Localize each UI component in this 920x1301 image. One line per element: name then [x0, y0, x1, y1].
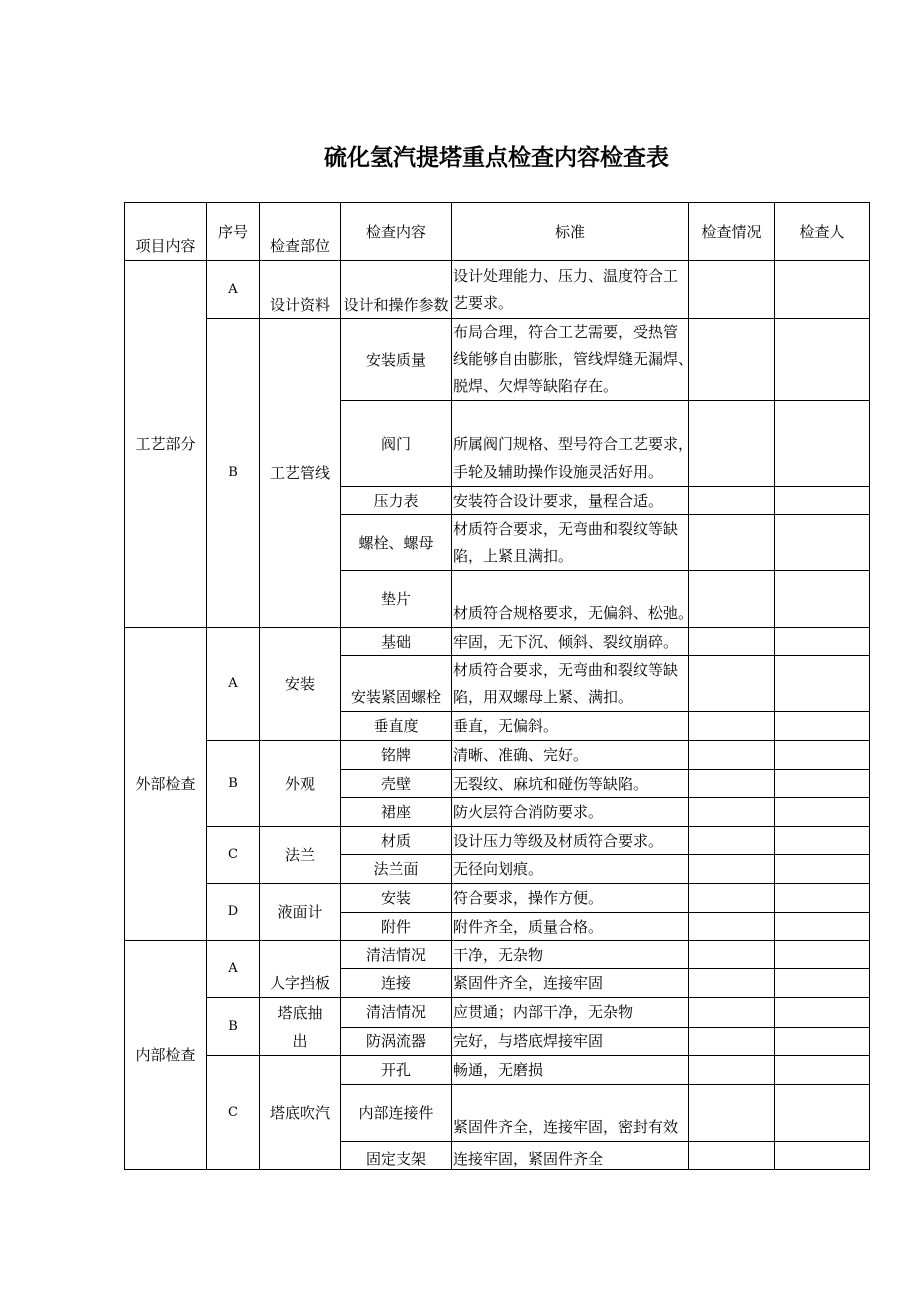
standard-cell	[452, 515, 689, 571]
seq-cell: B	[207, 998, 260, 1056]
location-line: 外观	[284, 774, 315, 793]
seq-cell: C	[207, 827, 260, 884]
content-cell: 安装紧固螺栓	[341, 656, 452, 712]
content-cell: 连接	[341, 969, 452, 998]
location-line: 工艺管线	[269, 464, 330, 482]
standard-cell	[452, 571, 694, 628]
standard-line: 手轮及辅助操作设施灵活好用。	[453, 463, 664, 481]
table-row	[125, 1056, 870, 1085]
standard-line: 牢固，无下沉、倾斜、裂纹崩碎。	[453, 632, 679, 651]
header-location: 检查部位	[260, 203, 341, 261]
seq-cell: A	[207, 261, 260, 319]
content-cell: 压力表	[341, 487, 452, 515]
seq-cell: B	[207, 319, 260, 628]
standard-line: 陷，上紧且满扣。	[453, 547, 574, 565]
status-cell	[689, 261, 775, 319]
location-line: 液面计	[277, 903, 323, 921]
inspector-cell	[775, 827, 870, 855]
inspector-cell	[775, 969, 870, 998]
status-cell	[689, 941, 775, 969]
location-cell	[260, 1056, 341, 1170]
location-line: 人字挡板	[269, 974, 330, 992]
standard-line: 应贯通；内部干净，无杂物	[453, 1003, 634, 1022]
seq-cell: A	[207, 628, 260, 741]
standard-cell	[452, 656, 689, 712]
standard-line: 陷，用双螺母上紧、满扣。	[453, 688, 634, 706]
status-cell	[689, 827, 775, 855]
standard-cell	[452, 884, 689, 913]
status-cell	[689, 712, 775, 741]
standard-cell	[452, 261, 689, 319]
standard-line: 畅通，无磨损	[453, 1061, 544, 1079]
content-cell: 裙座	[341, 798, 452, 827]
inspector-cell	[775, 401, 870, 487]
status-cell	[689, 487, 775, 515]
standard-line: 线能够自由膨胀，管线焊缝无漏焊、	[453, 350, 694, 368]
content-cell: 阀门	[341, 401, 452, 487]
inspector-cell	[775, 656, 870, 712]
inspector-cell	[775, 487, 870, 515]
inspector-cell	[775, 855, 870, 884]
standard-line: 脱焊、欠焊等缺陷存在。	[453, 377, 619, 395]
inspector-cell	[775, 319, 870, 401]
table-row	[125, 941, 870, 969]
inspector-cell	[775, 1142, 870, 1170]
inspector-cell	[775, 1085, 870, 1142]
status-cell	[689, 656, 775, 712]
category-cell: 工艺部分	[125, 261, 207, 628]
standard-line: 附件齐全，质量合格。	[453, 917, 604, 936]
status-cell	[689, 628, 775, 656]
standard-cell	[452, 712, 689, 741]
content-cell: 安装	[341, 884, 452, 913]
inspector-cell	[775, 712, 870, 741]
location-cell	[260, 741, 341, 827]
location-cell	[260, 998, 341, 1056]
location-line: 塔底抽	[277, 1004, 323, 1022]
seq-cell: A	[207, 941, 260, 998]
content-cell: 设计和操作参数	[341, 261, 452, 319]
content-cell: 开孔	[341, 1056, 452, 1085]
status-cell	[689, 319, 775, 401]
standard-line: 设计处理能力、压力、温度符合工	[453, 267, 679, 285]
status-cell	[689, 913, 775, 941]
standard-line: 无裂纹、麻坑和碰伤等缺陷。	[453, 774, 649, 793]
standard-cell	[452, 401, 694, 487]
header-inspector: 检查人	[775, 203, 870, 261]
status-cell	[689, 798, 775, 827]
inspector-cell	[775, 941, 870, 969]
header-category: 项目内容	[125, 203, 207, 261]
table-row	[125, 884, 870, 913]
header-content: 检查内容	[341, 203, 452, 261]
status-cell	[689, 1056, 775, 1085]
content-cell: 垫片	[341, 571, 452, 628]
status-cell	[689, 401, 775, 487]
standard-cell	[452, 827, 689, 855]
table-row	[125, 998, 870, 1028]
status-cell	[689, 1142, 775, 1170]
standard-line: 符合要求，操作方便。	[453, 889, 604, 907]
content-cell: 法兰面	[341, 855, 452, 884]
standard-cell	[452, 741, 689, 770]
standard-cell	[452, 855, 689, 884]
table-row	[125, 319, 870, 401]
inspector-cell	[775, 515, 870, 571]
standard-cell	[452, 1085, 689, 1142]
location-cell	[260, 628, 341, 741]
location-line: 设计资料	[269, 296, 330, 314]
standard-line: 所属阀门规格、型号符合工艺要求，	[453, 435, 694, 453]
content-cell: 附件	[341, 913, 452, 941]
status-cell	[689, 998, 775, 1028]
standard-line: 艺要求。	[453, 294, 514, 312]
content-cell: 固定支架	[341, 1142, 452, 1170]
seq-cell: D	[207, 884, 260, 941]
content-cell: 铭牌	[341, 741, 452, 770]
location-cell	[260, 319, 341, 628]
inspector-cell	[775, 884, 870, 913]
standard-line: 安装符合设计要求，量程合适。	[453, 491, 664, 510]
standard-cell	[452, 798, 689, 827]
inspection-table	[124, 202, 870, 1170]
location-line: 塔底吹汽	[269, 1103, 330, 1122]
header-row	[125, 203, 870, 261]
inspector-cell	[775, 1056, 870, 1085]
content-cell: 安装质量	[341, 319, 452, 401]
content-cell: 防涡流器	[341, 1027, 452, 1056]
header-standard: 标准	[452, 203, 689, 261]
status-cell	[689, 855, 775, 884]
standard-cell	[452, 1056, 689, 1085]
inspector-cell	[775, 1027, 870, 1056]
location-cell	[260, 884, 341, 941]
inspector-cell	[775, 571, 870, 628]
standard-cell	[452, 913, 689, 941]
content-cell: 螺栓、螺母	[341, 515, 452, 571]
header-seq: 序号	[207, 203, 260, 261]
status-cell	[689, 515, 775, 571]
location-line: 安装	[284, 675, 315, 693]
status-cell	[689, 969, 775, 998]
standard-cell	[452, 1142, 689, 1170]
status-cell	[689, 1085, 775, 1142]
status-cell	[689, 571, 775, 628]
seq-cell: C	[207, 1056, 260, 1170]
standard-line: 干净，无杂物	[453, 945, 544, 964]
header-status: 检查情况	[689, 203, 775, 261]
seq-cell: B	[207, 741, 260, 827]
status-cell	[689, 884, 775, 913]
category-cell: 外部检查	[125, 628, 207, 941]
status-cell	[689, 770, 775, 798]
standard-line: 清晰、准确、完好。	[453, 746, 589, 764]
standard-line: 材质符合规格要求，无偏斜、松弛。	[453, 604, 694, 622]
standard-cell	[452, 941, 689, 969]
table-row	[125, 628, 870, 656]
status-cell	[689, 741, 775, 770]
standard-cell	[452, 969, 689, 998]
location-line: 出	[292, 1032, 308, 1050]
standard-line: 连接牢固，紧固件齐全	[453, 1150, 604, 1168]
standard-cell	[452, 998, 689, 1028]
standard-cell	[452, 319, 694, 401]
content-cell: 清洁情况	[341, 941, 452, 969]
content-cell: 垂直度	[341, 712, 452, 741]
content-cell: 内部连接件	[341, 1085, 452, 1142]
location-cell	[260, 261, 341, 319]
standard-line: 垂直，无偏斜。	[453, 717, 559, 735]
standard-line: 无径向划痕。	[453, 860, 544, 878]
category-cell: 内部检查	[125, 941, 207, 1170]
table-row	[125, 741, 870, 770]
table-row	[125, 261, 870, 319]
content-cell: 材质	[341, 827, 452, 855]
standard-line: 布局合理，符合工艺需要，受热管	[453, 323, 679, 341]
content-cell: 清洁情况	[341, 998, 452, 1028]
standard-cell	[452, 628, 689, 656]
standard-line: 完好，与塔底焊接牢固	[453, 1032, 604, 1051]
inspector-cell	[775, 998, 870, 1028]
standard-line: 紧固件齐全，连接牢固，密封有效	[453, 1118, 679, 1136]
content-cell: 壳壁	[341, 770, 452, 798]
table-row	[125, 827, 870, 855]
location-line: 法兰	[284, 846, 315, 864]
inspector-cell	[775, 798, 870, 827]
standard-line: 材质符合要求，无弯曲和裂纹等缺	[453, 661, 679, 679]
standard-cell	[452, 770, 689, 798]
standard-line: 防火层符合消防要求。	[453, 803, 604, 821]
inspector-cell	[775, 770, 870, 798]
inspector-cell	[775, 261, 870, 319]
status-cell	[689, 1027, 775, 1056]
standard-line: 材质符合要求，无弯曲和裂纹等缺	[453, 520, 679, 538]
inspector-cell	[775, 913, 870, 941]
location-cell	[260, 941, 341, 998]
standard-cell	[452, 1027, 689, 1056]
page-title: 硫化氢汽提塔重点检查内容检查表	[324, 145, 669, 171]
content-cell: 基础	[341, 628, 452, 656]
inspector-cell	[775, 628, 870, 656]
inspector-cell	[775, 741, 870, 770]
standard-line: 设计压力等级及材质符合要求。	[453, 831, 664, 850]
standard-cell	[452, 487, 689, 515]
location-cell	[260, 827, 341, 884]
standard-line: 紧固件齐全，连接牢固	[453, 974, 604, 992]
